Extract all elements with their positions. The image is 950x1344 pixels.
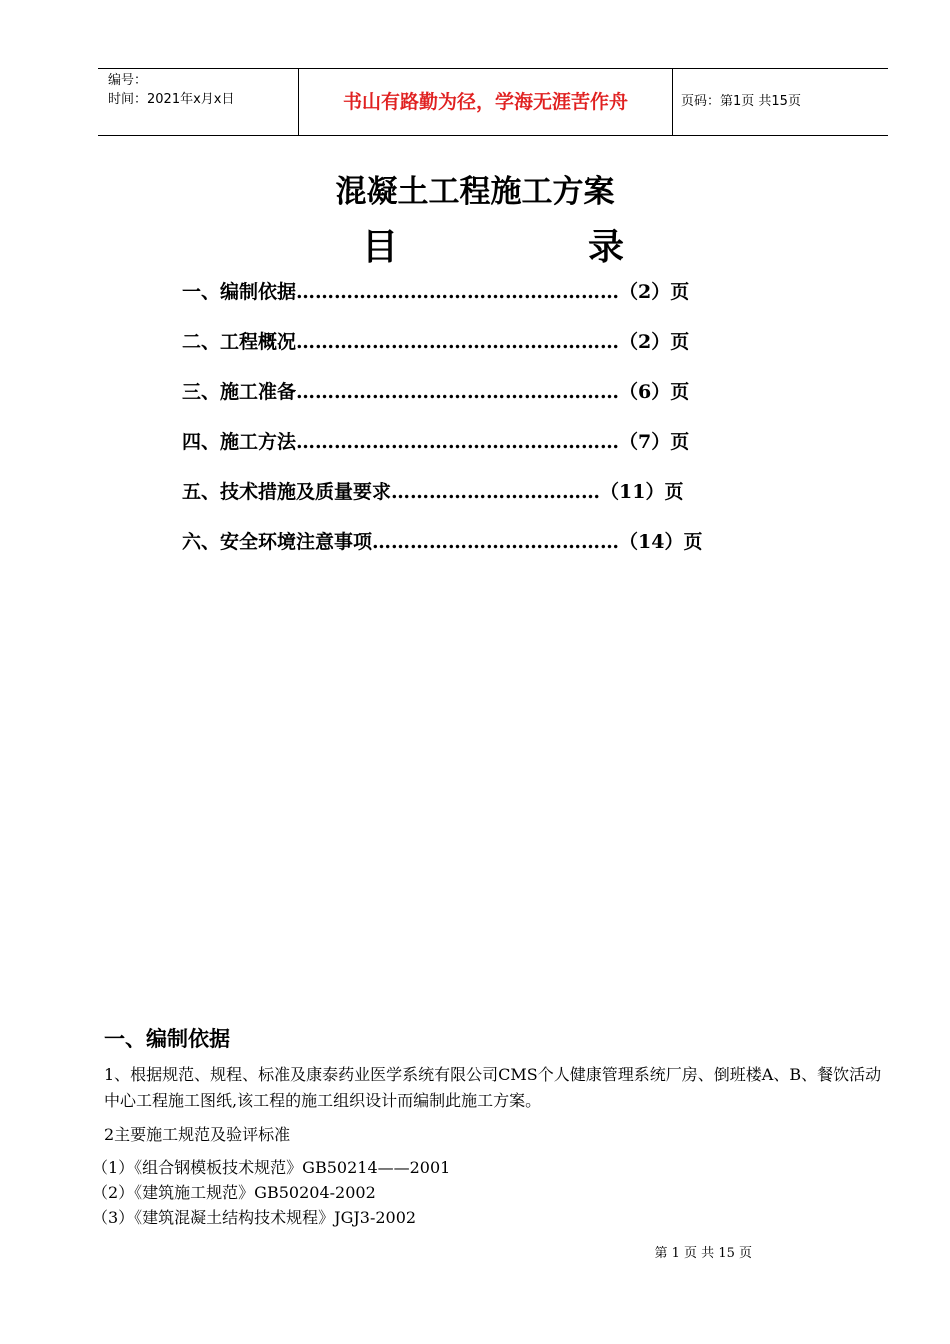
- toc-entry-page: （11）页: [600, 481, 684, 503]
- page-header: [98, 68, 888, 136]
- standards-list-item: （2）《建筑施工规范》GB50204-2002: [92, 1183, 376, 1202]
- toc-heading-char-1: 目: [362, 226, 399, 268]
- document-number-label: 编号：: [108, 73, 148, 88]
- standards-list-item: （1）《组合钢模板技术规范》GB50214——2001: [92, 1158, 451, 1177]
- toc-entry-page: （2）页: [619, 281, 690, 303]
- header-page-info: 页码：第1页 共15页: [681, 94, 801, 109]
- standards-list-item: （3）《建筑混凝土结构技术规程》JGJ3-2002: [92, 1208, 417, 1227]
- toc-entry[interactable]: [182, 524, 782, 574]
- toc-entry-label: 五、技术措施及质量要求: [182, 481, 392, 503]
- toc-entry-label: 一、编制依据: [182, 281, 297, 303]
- toc-heading-char-2: 录: [588, 226, 625, 268]
- toc-entry-leader: ……………………………………………: [296, 431, 620, 453]
- toc-entry-leader: …………………………………: [372, 531, 620, 553]
- header-motto: 书山有路勤为径，学海无涯苦作舟: [299, 69, 673, 135]
- toc-entry-label: 二、工程概况: [182, 331, 297, 353]
- toc-entry-leader: ……………………………: [391, 481, 601, 503]
- standards-list: [92, 1155, 450, 1230]
- section-paragraph: 1、根据规范、规程、标准及康泰药业医学系统有限公司CMS个人健康管理系统厂房、倒班楼A、B、餐饮活动中心工程施工图纸,该工程的施工组织设计而编制此施工方案。: [104, 1065, 882, 1110]
- toc-heading: [0, 222, 950, 272]
- toc-entry[interactable]: [182, 424, 782, 474]
- document-time-label: 时间：2021年x月x日: [108, 92, 235, 107]
- table-of-contents: [182, 274, 782, 574]
- toc-entry-label: 三、施工准备: [182, 381, 297, 403]
- toc-entry-leader: ……………………………………………: [296, 281, 620, 303]
- toc-entry-leader: ……………………………………………: [296, 381, 620, 403]
- toc-entry-page: （14）页: [619, 531, 703, 553]
- header-meta-cell: [98, 69, 299, 135]
- toc-entry[interactable]: [182, 324, 782, 374]
- section-heading: 一、编制依据: [104, 1027, 230, 1051]
- toc-entry[interactable]: [182, 374, 782, 424]
- section-subheading: 2主要施工规范及验评标准: [104, 1125, 291, 1144]
- page-footer: 第 1 页 共 15 页: [654, 1246, 752, 1261]
- toc-entry[interactable]: [182, 274, 782, 324]
- toc-entry-page: （7）页: [619, 431, 690, 453]
- toc-entry-label: 四、施工方法: [182, 431, 297, 453]
- toc-entry[interactable]: [182, 474, 782, 524]
- toc-entry-leader: ……………………………………………: [296, 331, 620, 353]
- toc-entry-page: （6）页: [619, 381, 690, 403]
- toc-entry-label: 六、安全环境注意事项: [182, 531, 373, 553]
- document-title: 混凝土工程施工方案: [335, 174, 615, 210]
- toc-entry-page: （2）页: [619, 331, 690, 353]
